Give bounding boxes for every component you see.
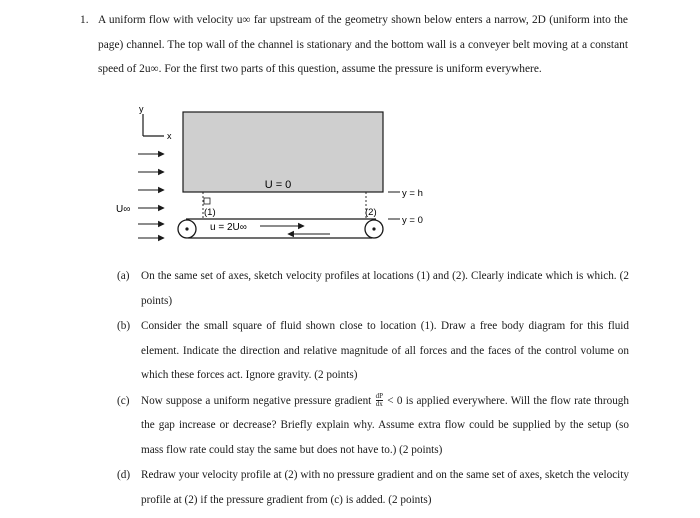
pressure-gradient-fraction <box>376 393 383 408</box>
y0-label: y = 0 <box>402 215 423 226</box>
location-2-label: (2) <box>365 207 377 218</box>
location-1-label: (1) <box>204 207 216 218</box>
fraction-denominator: dx <box>375 400 383 409</box>
belt-roller-left-hub <box>185 227 188 230</box>
part-label: (a) <box>117 270 130 282</box>
part-label: (d) <box>117 469 131 481</box>
part-b <box>117 314 629 388</box>
channel-diagram <box>108 102 438 254</box>
part-text: Consider the small square of fluid shown close to location (1). Draw a free body diagram for this fluid element. Indicate the direction and relative magnitude of all forces and the faces of the control volume on which these forces act. Ignore gravity. (2 points) <box>141 320 629 381</box>
problem-number: 1. <box>80 14 89 26</box>
intro-line: pressure is uniform everywhere. <box>394 63 542 75</box>
part-a <box>117 264 629 313</box>
intro-line: (uniform into the page) channel. The top wall of the channel is stationary and the bottom wall is a <box>98 14 628 51</box>
intro-line: A uniform flow with velocity u∞ far upstream of the geometry shown below enters a narrow, 2D <box>98 14 546 26</box>
fluid-element-square <box>204 198 210 204</box>
part-text: Redraw your velocity profile at (2) with no pressure gradient and on the same set of axes, sketch the velocity profile at (2) if the pressure gradient from (c) is added. (2 points) <box>141 469 629 506</box>
belt-roller-right-hub <box>372 227 375 230</box>
part-text: < 0 is applied everywhere. Will the flow rate through the gap increase or decrease? Briefly explain why. Assume extra flow could be supplied by the setup (so mass flow rate could stay the same but does not have to.) (2 points) <box>141 394 629 456</box>
y-axis-label: y <box>139 104 144 114</box>
intro-line: conveyer belt moving at a constant speed of 2u∞. For the first two parts of this question, assume the <box>98 38 628 75</box>
part-label: (c) <box>117 394 130 407</box>
problem-intro <box>98 8 628 82</box>
yh-label: y = h <box>402 188 423 199</box>
part-c <box>117 389 629 463</box>
inflow-label: U∞ <box>116 204 131 215</box>
problem-statement <box>80 8 628 82</box>
belt-speed-label: u = 2U∞ <box>210 222 247 233</box>
top-wall-label: U = 0 <box>264 179 292 191</box>
part-text: On the same set of axes, sketch velocity profiles at locations (1) and (2). Clearly indicate which is which. (2 points) <box>141 270 629 307</box>
part-text: Now suppose a uniform negative pressure gradient <box>141 394 372 407</box>
part-d <box>117 463 629 512</box>
fraction-numerator: dP <box>375 392 383 401</box>
question-parts <box>117 264 629 513</box>
x-axis-label: x <box>167 131 172 141</box>
part-label: (b) <box>117 320 131 332</box>
